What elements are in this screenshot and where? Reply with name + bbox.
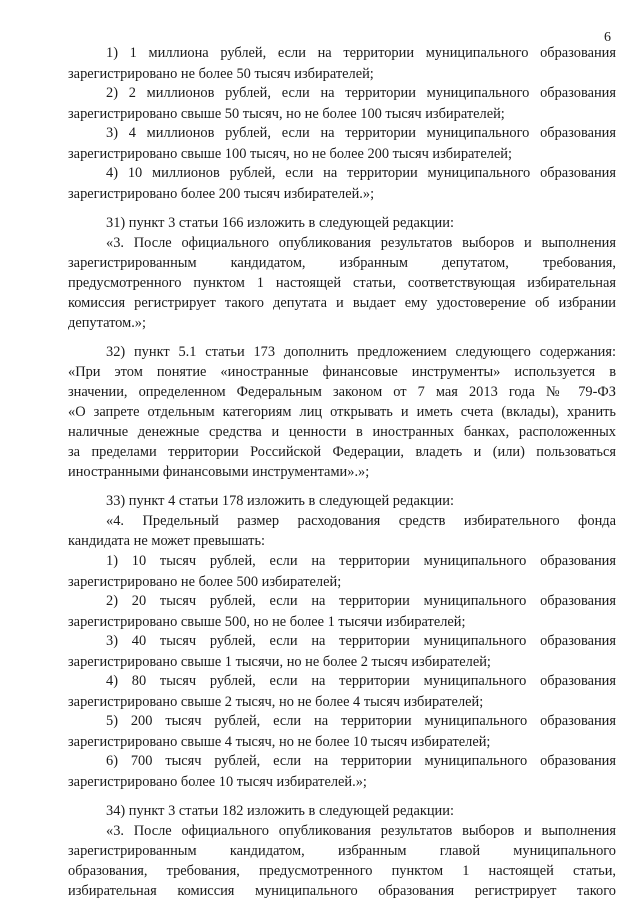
text-line: зарегистрировано не более 500 избирателей;	[68, 574, 342, 590]
text-line: образования, требования, предусмотренного пунктом 1 настоящей статьи,	[68, 863, 616, 879]
text-line: «4. Предельный размер расходования средств избирательного фонда	[106, 513, 616, 529]
text-line: наличные денежные средства и ценности в иностранных банках, расположенных	[68, 424, 616, 440]
text-line: 2) 20 тысяч рублей, если на территории муниципального образования	[106, 593, 616, 609]
text-line: предусмотренного пунктом 1 настоящей статьи, соответствующая избирательная	[68, 275, 616, 291]
text-line: 1) 10 тысяч рублей, если на территории муниципального образования	[106, 553, 616, 569]
text-line: «3. После официального опубликования результатов выборов и выполнения	[106, 235, 616, 251]
text-line: 3) 4 миллионов рублей, если на территории муниципального образования	[106, 125, 616, 141]
text-line: зарегистрировано свыше 2 тысяч, но не более 4 тысяч избирателей;	[68, 694, 484, 710]
text-line: 34) пункт 3 статьи 182 изложить в следующей редакции:	[106, 803, 454, 819]
text-line: «3. После официального опубликования результатов выборов и выполнения	[106, 823, 616, 839]
text-line: зарегистрировано не более 50 тысяч избирателей;	[68, 66, 374, 82]
text-line: кандидата не может превышать:	[68, 533, 266, 549]
text-line: иностранными финансовыми инструментами».»;	[68, 464, 370, 480]
text-line: за пределами территории Российской Федерации, владеть и (или) пользоваться	[68, 444, 616, 460]
text-line: 4) 80 тысяч рублей, если на территории муниципального образования	[106, 673, 616, 689]
text-line: 1) 1 миллиона рублей, если на территории муниципального образования	[106, 45, 616, 61]
text-line: 6) 700 тысяч рублей, если на территории муниципального образования	[106, 753, 616, 769]
text-line: избирательная комиссия муниципального образования регистрирует такого	[68, 883, 616, 899]
text-line: зарегистрировано свыше 4 тысяч, но не более 10 тысяч избирателей;	[68, 734, 491, 750]
text-line: «При этом понятие «иностранные финансовые инструменты» используется в	[68, 364, 616, 380]
text-line: 32) пункт 5.1 статьи 173 дополнить предложением следующего содержания:	[106, 344, 616, 360]
text-line: 5) 200 тысяч рублей, если на территории муниципального образования	[106, 713, 616, 729]
text-line: «О запрете отдельным категориям лиц открывать и иметь счета (вклады), хранить	[68, 404, 616, 420]
text-line: 3) 40 тысяч рублей, если на территории муниципального образования	[106, 633, 616, 649]
text-line: зарегистрировано свыше 500, но не более 1 тысячи избирателей;	[68, 614, 466, 630]
text-line: комиссия регистрирует такого депутата и выдает ему удостоверение об избрании	[68, 295, 616, 311]
text-line: зарегистрированным кандидатом, избранным депутатом, требования,	[68, 255, 616, 271]
text-line: 4) 10 миллионов рублей, если на территории муниципального образования	[106, 165, 616, 181]
text-line: зарегистрировано свыше 100 тысяч, но не более 200 тысяч избирателей;	[68, 146, 512, 162]
text-line: зарегистрировано свыше 50 тысяч, но не более 100 тысяч избирателей;	[68, 106, 505, 122]
text-line: зарегистрированным кандидатом, избранным главой муниципального	[68, 843, 616, 859]
text-line: депутатом.»;	[68, 315, 147, 331]
text-line: зарегистрировано более 200 тысяч избирателей.»;	[68, 186, 375, 202]
text-line: 31) пункт 3 статьи 166 изложить в следующей редакции:	[106, 215, 454, 231]
text-line: значении, определенном Федеральным законом от 7 мая 2013 года № 79-ФЗ	[68, 384, 616, 400]
text-line: 33) пункт 4 статьи 178 изложить в следующей редакции:	[106, 493, 454, 509]
text-line: зарегистрировано более 10 тысяч избирателей.»;	[68, 774, 367, 790]
text-line: зарегистрировано свыше 1 тысячи, но не более 2 тысяч избирателей;	[68, 654, 491, 670]
text-line: 2) 2 миллионов рублей, если на территории муниципального образования	[106, 85, 616, 101]
page-number: 6	[604, 30, 611, 45]
